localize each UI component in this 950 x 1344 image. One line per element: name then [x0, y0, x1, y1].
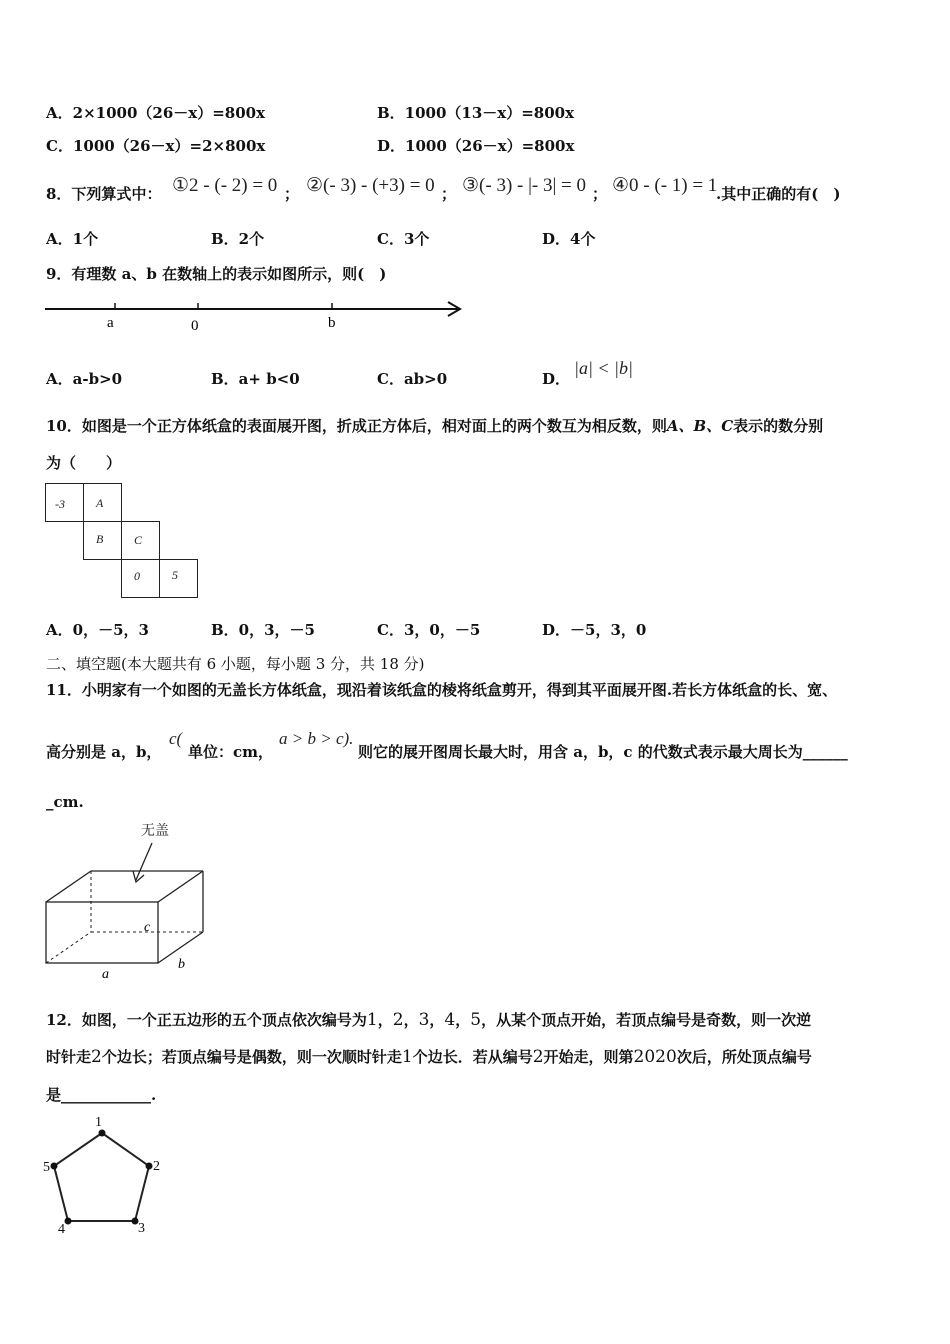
q9-stem: 9．有理数 a、b 在数轴上的表示如图所示，则( )	[46, 265, 387, 283]
q9-option-c: C．ab>0	[377, 370, 448, 388]
cube-cell-5: 5	[172, 568, 178, 582]
pentagon-figure	[40, 1112, 170, 1242]
number-line-label-a: a	[107, 315, 114, 331]
box-label-a: a	[102, 967, 109, 982]
q11-expr-ineq: a > b > c).	[279, 729, 354, 748]
q12-line3: 是____________.	[46, 1086, 157, 1104]
vertex-label-3: 3	[138, 1221, 145, 1236]
q8-option-b: B．2个	[211, 230, 265, 248]
number-line	[40, 295, 470, 340]
q8-sep-2: ；	[441, 185, 457, 203]
open-box-figure	[40, 815, 220, 980]
section-heading-fill-in: 二、填空题(本大题共有 6 小题，每小题 3 分，共 18 分)	[46, 655, 425, 673]
cube-cell-b: B	[96, 532, 104, 546]
q8-expr-3: ③(- 3) - |- 3| = 0	[462, 175, 586, 196]
q8-suffix: .其中正确的有( )	[716, 185, 841, 203]
q10-stem-line2: 为（ ）	[46, 454, 122, 472]
number-line-label-0: 0	[191, 318, 199, 334]
q8-expr-1: ①2 - (- 2) = 0	[172, 175, 278, 196]
vertex-label-4: 4	[58, 1222, 65, 1237]
q7-option-d: D．1000（26－x）=800x	[377, 137, 575, 155]
label-no-lid: 无盖	[141, 823, 169, 839]
q10-option-a: A．0，－5，3	[46, 621, 149, 639]
q8-prefix: 8．下列算式中：	[46, 185, 162, 203]
q10-option-d: D．－5，3，0	[542, 621, 647, 639]
cube-cell-c: C	[134, 533, 143, 547]
q8-option-c: C．3个	[377, 230, 430, 248]
cube-net	[45, 483, 201, 599]
q9-option-d-expr: |a| < |b|	[574, 358, 633, 378]
q11-line2c: 则它的展开图周长最大时，用含 a，b，c 的代数式表示最大周长为______	[358, 743, 848, 761]
q11-expr-c: c(	[169, 729, 183, 748]
q9-option-d: D．	[542, 370, 571, 388]
q9-option-b: B．a+ b<0	[211, 370, 300, 388]
q11-line2b: 单位：cm，	[188, 743, 274, 761]
q10-option-b: B．0，3，－5	[211, 621, 315, 639]
vertex-label-5: 5	[43, 1160, 50, 1175]
cube-cell-neg3: -3	[55, 497, 65, 511]
q7-option-a: A．2×1000（26－x）=800x	[46, 104, 266, 122]
q11-line1: 11．小明家有一个如图的无盖长方体纸盒，现沿着该纸盒的棱将纸盒剪开，得到其平面展开图.若长方体纸盒的长、宽、	[46, 681, 838, 699]
vertex-label-2: 2	[153, 1159, 160, 1174]
q12-line2: 时针走2个边长；若顶点编号是偶数，则一次顺时针走1个边长．若从编号2开始走，则第2020次后，所处顶点编号	[46, 1047, 812, 1067]
q11-line3: _cm.	[46, 793, 84, 811]
q12-line1: 12．如图，一个正五边形的五个顶点依次编号为1，2，3，4，5，从某个顶点开始，若顶点编号是奇数，则一次逆	[46, 1010, 812, 1030]
cube-cell-a: A	[96, 496, 104, 510]
q10-option-c: C．3，0，－5	[377, 621, 481, 639]
q9-option-a: A．a-b>0	[46, 370, 123, 388]
q11-line2a: 高分别是 a，b，	[46, 743, 162, 761]
q8-expr-4: ④0 - (- 1) = 1	[612, 175, 718, 196]
q10-stem-line1: 10．如图是一个正方体纸盒的表面展开图，折成正方体后，相对面上的两个数互为相反数，则A、B、C表示的数分别	[46, 417, 824, 435]
q8-option-a: A．1个	[46, 230, 99, 248]
number-line-label-b: b	[328, 315, 336, 331]
box-label-b: b	[178, 957, 185, 972]
q7-option-c: C．1000（26－x）=2×800x	[46, 137, 266, 155]
q8-expr-2: ②(- 3) - (+3) = 0	[306, 175, 435, 196]
q8-sep-1: ；	[284, 185, 300, 203]
cube-cell-0: 0	[134, 569, 140, 583]
vertex-label-1: 1	[95, 1115, 102, 1130]
q8-sep-3: ；	[592, 185, 608, 203]
q7-option-b: B．1000（13－x）=800x	[377, 104, 575, 122]
q8-option-d: D．4个	[542, 230, 596, 248]
box-label-c: c	[144, 920, 151, 935]
